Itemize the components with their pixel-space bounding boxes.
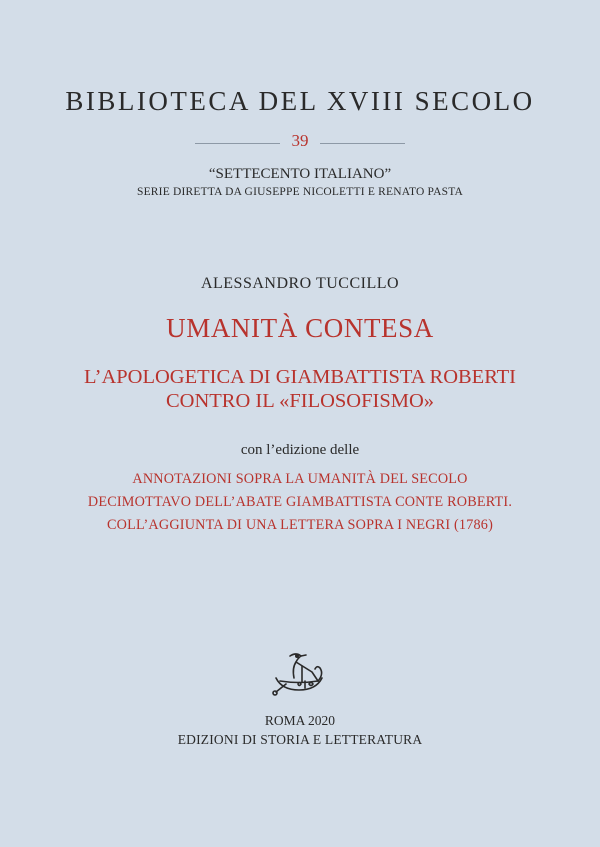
publication-place-year: ROMA 2020 <box>264 713 336 728</box>
series-editors: SERIE DIRETTA DA GIUSEPPE NICOLETTI E RENATO PASTA <box>136 186 463 198</box>
book-title: UMANITÀ CONTESA <box>166 313 434 343</box>
edition-title-line-2: DECIMOTTAVO DELL’ABATE GIAMBATTISTA CONTE ROBERTI. <box>87 494 513 510</box>
publisher-name: EDIZIONI DI STORIA E LETTERATURA <box>177 732 423 747</box>
edition-title-line-1: ANNOTAZIONI SOPRA LA UMANITÀ DEL SECOLO <box>132 471 468 487</box>
author-name: ALESSANDRO TUCCILLO <box>200 275 400 292</box>
series-title: BIBLIOTECA DEL XVIII SECOLO <box>65 86 535 116</box>
divider-right <box>320 143 405 144</box>
edition-intro: con l’edizione delle <box>240 442 360 458</box>
edition-title-line-3: COLL’AGGIUNTA DI UNA LETTERA SOPRA I NEGRI (1786) <box>106 517 494 533</box>
book-subtitle-line-2: CONTRO IL «FILOSOFISMO» <box>165 390 435 412</box>
subseries-title: “SETTECENTO ITALIANO” <box>208 166 392 182</box>
volume-number: 39 <box>291 131 309 150</box>
book-subtitle-line-1: L’APOLOGETICA DI GIAMBATTISTA ROBERTI <box>84 366 516 388</box>
publisher-ship-emblem-icon <box>268 648 330 698</box>
